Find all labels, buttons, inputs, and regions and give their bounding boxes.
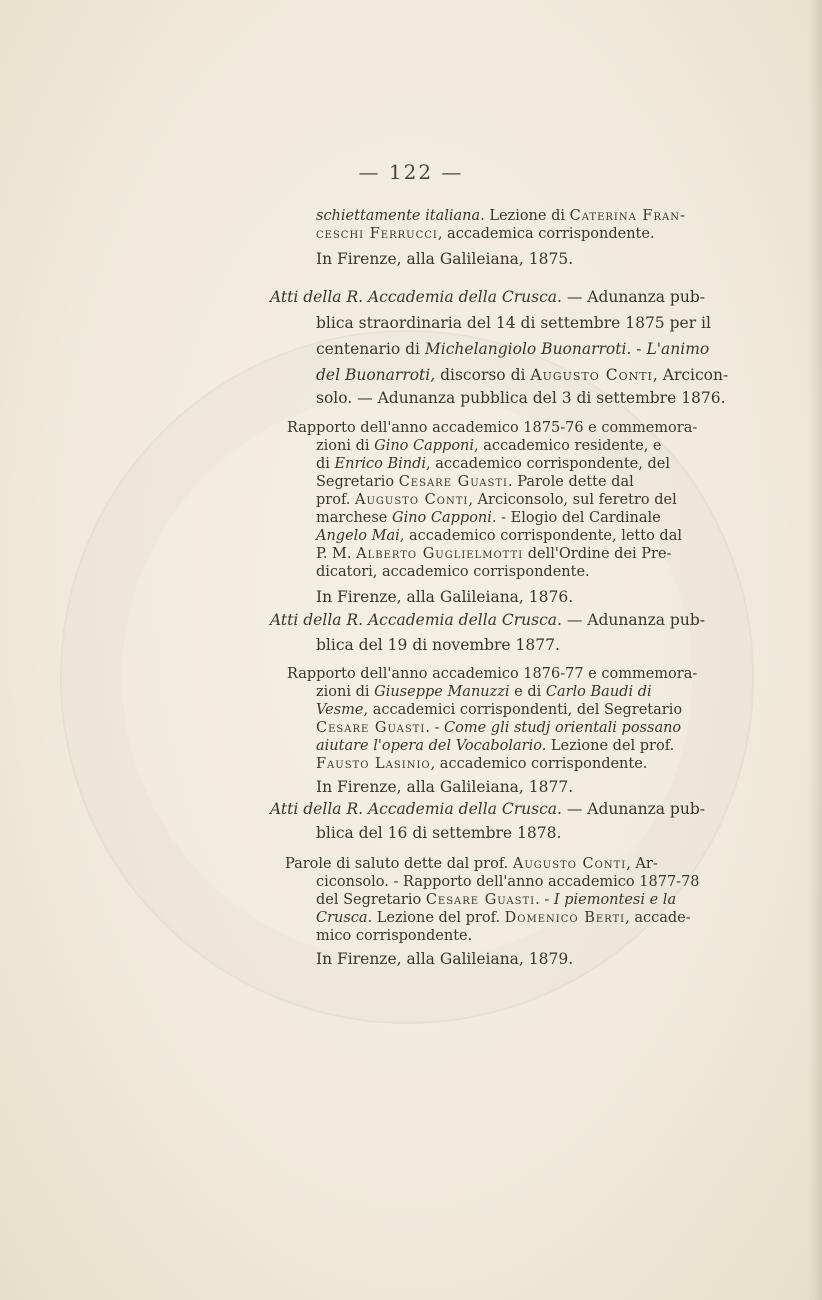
entry-2-imprint: In Firenze, alla Galileiana, 1876.	[316, 588, 574, 606]
entry-2-contents-line-4	[316, 472, 634, 492]
text: prof.	[316, 492, 356, 508]
text: — Adunanza pub-	[561, 288, 705, 306]
text: , accademico residente, e	[474, 438, 662, 454]
text: di	[316, 456, 335, 472]
person-name: Angelo Mai	[316, 528, 400, 544]
entry-1-line-2	[316, 224, 655, 244]
entry-4-title-line-1	[270, 799, 705, 819]
work-title: L'animo	[646, 340, 710, 358]
entry-2-title-line-3	[316, 339, 709, 359]
page-edge-shadow	[808, 0, 822, 1300]
text: Lezione del prof.	[372, 910, 505, 926]
entry-2-title-line-1	[270, 287, 705, 307]
person-name: Giuseppe Manuzzi	[374, 684, 510, 700]
text: — Adunanza pub-	[561, 611, 705, 629]
text: , accademico corrispondente, letto dal	[399, 528, 682, 544]
author-name: Cesare Guasti	[316, 720, 426, 736]
person-name: Vesme	[316, 702, 364, 718]
entry-3-title-line-1	[270, 610, 705, 630]
entry-2-contents-line-7	[316, 526, 682, 546]
entry-2-title-line-4	[316, 365, 728, 385]
entry-4-contents-line-2: ciconsolo. - Rapporto dell'anno accademico 1877-78	[316, 874, 700, 890]
text: del Segretario	[316, 892, 426, 908]
entry-3-contents-line-2	[316, 682, 652, 702]
work-title: del Buonarroti,	[316, 366, 436, 384]
entry-4-contents-line-1	[285, 854, 658, 874]
entry-2-contents-line-8	[316, 544, 671, 564]
entry-4-title-line-2: blica del 16 di settembre 1878.	[316, 824, 562, 842]
author-name: ceschi Ferrucci	[316, 226, 438, 242]
text: Parole di saluto dette dal prof.	[285, 856, 513, 872]
publication-title: Atti della R. Accademia della Crusca.	[270, 611, 562, 629]
author-name: Caterina Fran-	[569, 208, 686, 224]
text: Lezione del prof.	[546, 738, 675, 754]
entry-2-contents-line-6	[316, 508, 661, 528]
text: zioni di	[316, 438, 375, 454]
entry-3-contents-line-3	[316, 700, 682, 720]
text: marchese	[316, 510, 392, 526]
text: , accade-	[625, 910, 691, 926]
entry-3-contents-line-5	[316, 736, 674, 756]
entry-2-contents-line-1: Rapporto dell'anno accademico 1875-76 e commemora-	[287, 420, 698, 436]
entry-3-imprint: In Firenze, alla Galileiana, 1877.	[316, 778, 574, 796]
work-title: Crusca.	[316, 910, 373, 926]
text: . Parole dette dal	[508, 474, 634, 490]
entry-2-contents-line-2	[316, 436, 662, 456]
author-name: Alberto Guglielmotti	[356, 546, 524, 562]
entry-4-contents-line-5: mico corrispondente.	[316, 928, 473, 944]
entry-2-title-line-2: blica straordinaria del 14 di settembre 1875 per il	[316, 314, 711, 332]
text: — Adunanza pub-	[561, 800, 705, 818]
text: e di	[509, 684, 546, 700]
entry-4-imprint: In Firenze, alla Galileiana, 1879.	[316, 950, 574, 968]
text: Segretario	[316, 474, 399, 490]
entry-3-contents-line-1: Rapporto dell'anno accademico 1876-77 e commemora-	[287, 666, 698, 682]
text: , accademico corrispondente.	[430, 756, 648, 772]
lecture-title: schiettamente italiana.	[316, 208, 485, 224]
text: , accademica corrispondente.	[437, 226, 655, 242]
entry-1-line-1	[316, 206, 686, 226]
text: , Arcicon-	[652, 366, 729, 384]
text: zioni di	[316, 684, 375, 700]
entry-1-imprint: In Firenze, alla Galileiana, 1875.	[316, 250, 574, 268]
entry-4-contents-line-3	[316, 890, 676, 910]
entry-4-contents-line-4	[316, 908, 691, 928]
person-name: Gino Capponi	[392, 510, 492, 526]
publication-title: Atti della R. Accademia della Crusca.	[270, 288, 562, 306]
text: , Arciconsolo, sul feretro del	[468, 492, 677, 508]
author-name: Augusto Conti	[355, 492, 469, 508]
entry-2-contents-line-3	[316, 454, 670, 474]
author-name: Augusto Conti	[530, 366, 653, 384]
entry-2-contents-line-5	[316, 490, 677, 510]
text: dell'Ordine dei Pre-	[523, 546, 672, 562]
text: , accademici corrispondenti, del Segretario	[363, 702, 683, 718]
text: discorso di	[435, 366, 531, 384]
person-name: Gino Capponi	[374, 438, 475, 454]
author-name: Cesare Guasti	[398, 474, 509, 490]
text: , Ar-	[626, 856, 658, 872]
text: P. M.	[316, 546, 357, 562]
author-name: Domenico Berti	[504, 910, 626, 926]
author-name: Fausto Lasinio	[316, 756, 431, 772]
author-name: Cesare Guasti	[425, 892, 536, 908]
work-title: Come gli studj orientali possano	[444, 720, 682, 736]
publication-title: Atti della R. Accademia della Crusca.	[270, 800, 562, 818]
author-name: Augusto Conti	[512, 856, 627, 872]
person-name: Carlo Baudi di	[545, 684, 652, 700]
person-name: Enrico Bindi	[334, 456, 427, 472]
text: . -	[425, 720, 445, 736]
person-name: Michelangiolo Buonarroti.	[424, 340, 632, 358]
entry-3-title-line-2: blica del 19 di novembre 1877.	[316, 636, 560, 654]
text: -	[631, 340, 647, 358]
work-title: aiutare l'opera del Vocabolario.	[316, 738, 547, 754]
entry-3-contents-line-6	[316, 754, 647, 774]
entry-2-contents-line-9: dicatori, accademico corrispondente.	[316, 564, 590, 580]
text: centenario di	[316, 340, 425, 358]
page-number: — 122 —	[358, 160, 464, 184]
entry-2-title-line-5: solo. — Adunanza pubblica del 3 di settembre 1876.	[316, 389, 726, 407]
text: , accademico corrispondente, del	[426, 456, 670, 472]
text: . -	[535, 892, 554, 908]
text: . - Elogio del Cardinale	[491, 510, 661, 526]
text: Lezione di	[484, 208, 570, 224]
entry-3-contents-line-4	[316, 718, 681, 738]
work-title: I piemontesi e la	[553, 892, 677, 908]
